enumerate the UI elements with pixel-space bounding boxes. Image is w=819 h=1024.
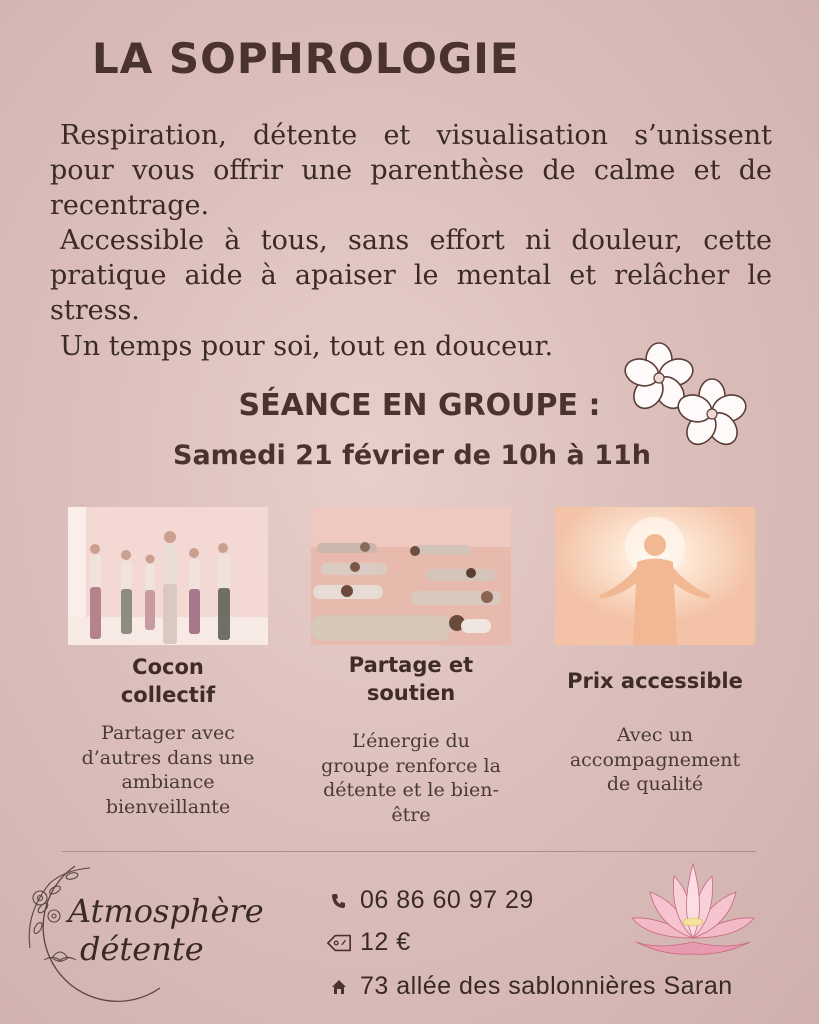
intro-paragraph-3: Un temps pour soi, tout en douceur. [60, 330, 554, 362]
price-row [326, 928, 411, 957]
meditation-silhouette-photo [555, 507, 755, 645]
brand-logo [10, 858, 290, 1008]
logo-text-line-1: Atmosphère [68, 892, 264, 930]
page-title: LA SOPHROLOGIE [92, 34, 520, 83]
card-description: L’énergie du groupe renforce la détente et le bien- être [321, 730, 501, 827]
price: 12 € [360, 928, 411, 956]
card-title: Partage et soutien [348, 653, 474, 706]
phone-row [326, 886, 534, 915]
session-title: SÉANCE EN GROUPE : [238, 388, 601, 423]
phone-icon [326, 888, 352, 914]
session-date: Samedi 21 février de 10h à 11h [173, 440, 651, 471]
address[interactable]: 73 allée des sablonnières Saran [360, 972, 733, 1000]
card-description: Partager avec d’autres dans une ambiance bienveillante [81, 722, 255, 819]
intro-text [50, 118, 772, 364]
intro-paragraph-2: Accessible à tous, sans effort ni douleur, cette pratique aide à apaiser le mental et relâcher le stress. [50, 225, 772, 327]
address-row [326, 972, 733, 1001]
relaxation-group-photo [311, 507, 511, 645]
intro-paragraph-1: Respiration, détente et visualisation s’unissent pour vous offrir une parenthèse de calme et de recentrage. [50, 120, 772, 222]
card-title: Prix accessible [567, 669, 743, 693]
divider [62, 851, 756, 852]
card-title: Cocon collectif [120, 655, 216, 708]
home-icon [326, 974, 352, 1000]
card-description: Avec un accompagnement de qualité [569, 724, 741, 796]
standing-group-photo [68, 507, 268, 645]
logo-text-line-2: détente [80, 930, 204, 968]
price-tag-icon [326, 930, 352, 956]
lotus-icon [628, 858, 758, 958]
phone-number[interactable]: 06 86 60 97 29 [360, 886, 534, 914]
